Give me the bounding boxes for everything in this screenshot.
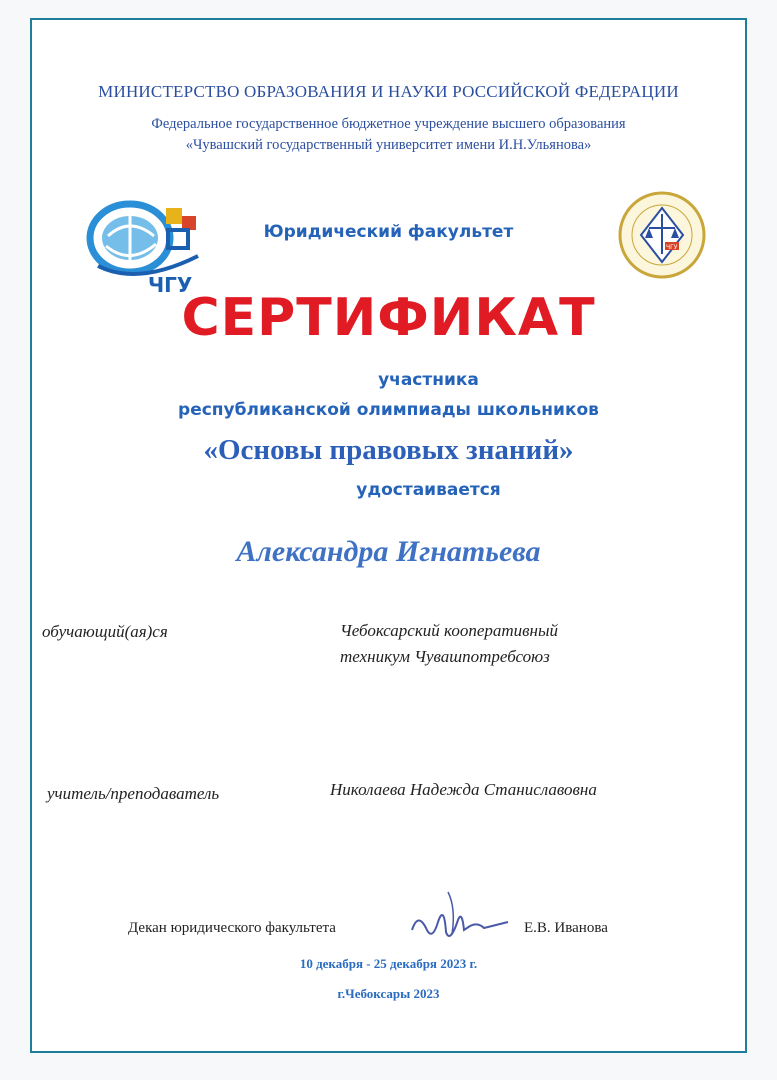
teacher-name: Николаева Надежда Станиславовна xyxy=(330,780,597,799)
institution-heading xyxy=(32,114,745,156)
student-institution xyxy=(340,618,558,670)
recipient-name: Александра Игнатьева xyxy=(236,535,541,568)
faculty-emblem xyxy=(617,190,707,285)
emblem-icon xyxy=(617,190,707,280)
student-label: обучающий(ая)ся xyxy=(42,622,168,641)
city-year: г.Чебоксары 2023 xyxy=(337,986,440,1001)
olympiad-description: республиканской олимпиады школьников xyxy=(178,400,599,420)
participant-label: участника xyxy=(378,370,479,390)
dean-label: Декан юридического факультета xyxy=(128,920,336,936)
teacher-label: учитель/преподаватель xyxy=(47,784,220,803)
student-institution-line-2: техникум Чувашпотребсоюз xyxy=(340,647,550,666)
faculty-name: Юридический факультет xyxy=(263,222,514,242)
student-institution-line-1: Чебоксарский кооперативный xyxy=(340,621,558,640)
certificate-frame xyxy=(30,18,747,1053)
dean-signature xyxy=(404,882,514,957)
university-logo xyxy=(78,186,218,301)
ministry-heading: МИНИСТЕРСТВО ОБРАЗОВАНИЯ И НАУКИ РОССИЙСКОЙ ФЕДЕРАЦИИ xyxy=(98,82,679,101)
dean-name: Е.В. Иванова xyxy=(524,920,608,936)
olympiad-name: «Основы правовых знаний» xyxy=(203,434,574,466)
logo-text: ЧГУ xyxy=(148,273,193,296)
olympiad-dates: 10 декабря - 25 декабря 2023 г. xyxy=(299,956,478,971)
awarded-label: удостаивается xyxy=(356,480,501,500)
institution-line-2: «Чувашский государственный университет имени И.Н.Ульянова» xyxy=(185,137,592,153)
certificate-title: СЕРТИФИКАТ xyxy=(181,288,596,348)
institution-line-1: Федеральное государственное бюджетное учреждение высшего образования xyxy=(151,116,626,132)
emblem-text: ЧГУ xyxy=(666,244,678,251)
